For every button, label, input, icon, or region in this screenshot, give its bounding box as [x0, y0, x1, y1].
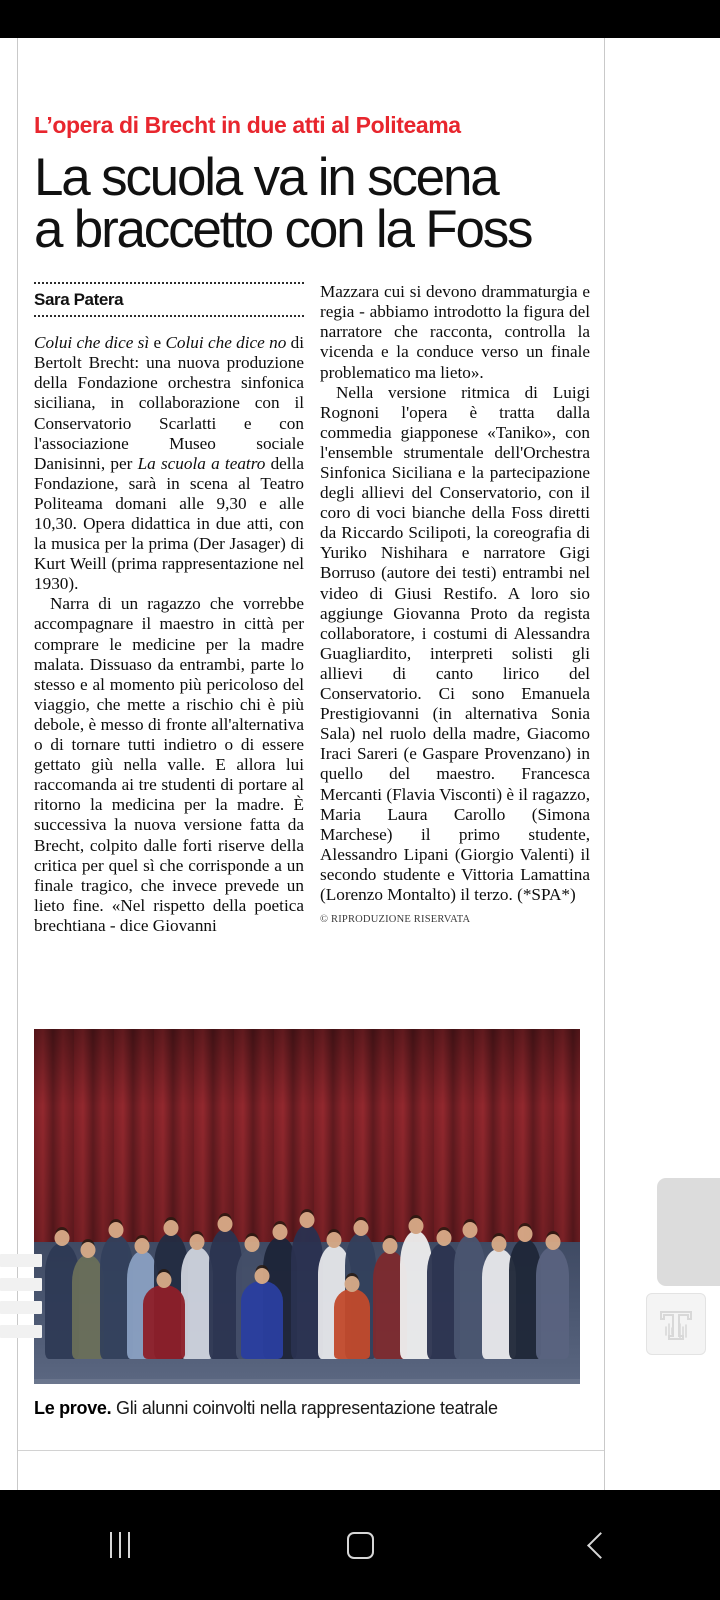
text-to-speech-icon: [654, 1302, 698, 1346]
handle-bar: [0, 1325, 42, 1338]
photo-caption: [34, 1398, 594, 1419]
right-column-text: [320, 282, 590, 905]
home-icon: [347, 1532, 374, 1559]
handle-bar: [0, 1254, 42, 1267]
work-title-no: Colui che dice no: [165, 333, 287, 353]
article-columns: [34, 282, 590, 936]
home-button[interactable]: [240, 1490, 480, 1600]
right-side-panel[interactable]: [657, 1178, 720, 1286]
handle-bar: [0, 1301, 42, 1314]
paragraph: Nella versione ritmica di Luigi Rognoni l'opera è tratta dalla commedia giapponese «Taniko», con l'ensemble strumentale dell'Orchestra Sinfonica Siciliana e la partecipazione degli allievi del Conservatorio, con il coro di voci bianche della Foss diretti da Riccardo Scilipoti, la coreografia di Yuriko Nishihara e narratore Gigi Borruso (autore dei testi) entrambi nel video di Giusi Restifo. A loro sio aggiunge Giovanna Proto da regista collaboratore, i costumi di Alessandra Guagliardito, interpreti solisti gli allievi di canto lirico del Conservatorio. Ci sono Emanuela Prestigiovanni (in alternativa Sonia Sala) nel ruolo della madre, Giacomo Iraci Sareri (e Gaspare Provenzano) in quello del maestro. Francesca Mercanti (Flavia Visconti) è il ragazzo, Maria Laura Carollo (Simona Marchese) il primo studente, Alessandro Lipani (Giorgio Valenti) il secondo studente e Vittoria Lamattina (Lorenzo Montalto) il terzo. (*SPA*): [320, 382, 590, 904]
work-title-scuola: La scuola a teatro: [137, 453, 266, 473]
group-of-people: [34, 1139, 580, 1359]
paragraph-tail: della Fondazione, sarà in scena al Teatro Politeama domani alle 9,30 e alle 10,30. Opera didattica in due atti, con la musica per la prima (Der Jasager) di Kurt Weill (prima rappresentazione nel 1930).: [34, 453, 304, 594]
paragraph: [34, 333, 304, 594]
column-left: [34, 282, 304, 936]
column-right: [320, 282, 590, 936]
left-edge-handle[interactable]: [0, 1250, 42, 1342]
back-chevron-icon: [587, 1532, 614, 1559]
headline-line-1: La scuola va in scena: [34, 148, 498, 208]
recents-button[interactable]: [0, 1490, 240, 1600]
paragraph: Mazzara cui si devono drammaturgia e regia - abbiamo introdotto la figura del narratore che racconta, controlla la vicenda e la conduce verso un finale problematico ma lieto».: [320, 282, 590, 382]
article-kicker: L’opera di Brecht in due atti al Politeama: [34, 112, 461, 138]
work-title-si: Colui che dice sì: [34, 333, 150, 353]
byline-rule-bottom: [34, 315, 304, 317]
text-size-button[interactable]: [646, 1293, 706, 1355]
back-button[interactable]: [480, 1490, 720, 1600]
caption-text: Gli alunni coinvolti nella rappresentazione teatrale: [111, 1398, 498, 1418]
recents-icon: [110, 1532, 130, 1558]
android-navigation-bar: [0, 1490, 720, 1600]
paragraph-text: di Bertolt Brecht: una nuova produzione della Fondazione orchestra sinfonica siciliana, in collaborazione con il Conservatorio Scarlatti e con l'associazione Museo sociale Danisinni, per: [34, 333, 304, 473]
section-divider: [18, 1450, 604, 1451]
article-body: [34, 38, 590, 936]
paragraph: Narra di un ragazzo che vorrebbe accompagnare il maestro in città per comprare le medicine per la madre malata. Dissuaso da entrambi, parte lo stesso e al momento più pericoloso del viaggio, che mette a rischio chi è più debole, è messo di fronte all'alternativa o di tornare tutti indietro o di essere gettato giù nella valle. E allora lui raccomanda ai tre studenti di portare al ritorno la medicina per la madre. È successiva la nuova versione fatta da Brecht, colpito dalle forti riserve della critica per quel sì che corrisponde a un finale tragico, che invece prevede un lieto fine. «Nel rispetto della poetica brechtiana - dice Giovanni: [34, 594, 304, 935]
article-photo: [34, 1029, 580, 1384]
photo-base-band: [34, 1379, 580, 1384]
left-column-text: [34, 333, 304, 936]
article-page: [0, 38, 720, 1490]
photo-image: [34, 1029, 580, 1384]
copyright-notice: © RIPRODUZIONE RISERVATA: [320, 914, 471, 926]
caption-lead: Le prove.: [34, 1398, 112, 1418]
handle-bar: [0, 1278, 42, 1291]
status-bar: [0, 0, 720, 38]
byline: Sara Patera: [34, 290, 124, 310]
page-rule-right: [604, 38, 605, 1490]
page-title: [34, 148, 590, 260]
conjunction: e: [149, 333, 166, 353]
headline-line-2: a braccetto con la Foss: [34, 200, 532, 260]
